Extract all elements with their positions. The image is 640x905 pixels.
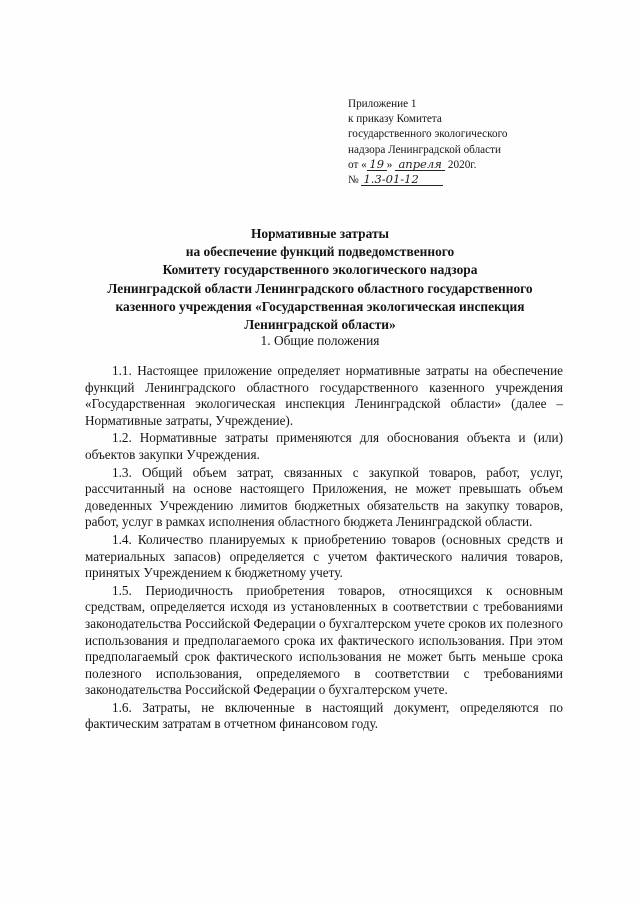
appendix-date-line — [348, 158, 578, 173]
appendix-line-1: Приложение 1 — [348, 98, 417, 110]
appendix-line-3: государственного экологического — [348, 128, 508, 141]
section-heading: 1. Общие положения — [260, 333, 380, 348]
paragraph-1-6: 1.6. Затраты, не включенные в настоящий документ, определяются по фактическим затратам в отчетном финансовом году. — [85, 699, 563, 732]
appendix-block — [348, 97, 578, 188]
paragraph-1-5: 1.5. Периодичность приобретения товаров, относящихся к основным средствам, определяется исходя из установленных в соответствии с требованиями законодательства Российской Федерации о бухгалтерском учете сроков их полезного использования и предполагаемого срока их фактического использования. При этом предполагаемый срок фактического использования не может быть меньше срока полезного использования, определяемого в соответствии с требованиями законодательства Российской Федерации о бухгалтерском учете. — [85, 582, 563, 698]
paragraph-1-3: 1.3. Общий объем затрат, связанных с закупкой товаров, работ, услуг, рассчитанный на основе настоящего Приложения, не может превышать объем доведенных Учреждению лимитов бюджетных обязательств на закупку товаров, работ, услуг в рамках исполнения областного бюджета Ленинградской области. — [85, 464, 563, 530]
number-prefix: № — [348, 174, 359, 187]
paragraph-1-4: 1.4. Количество планируемых к приобретению товаров (основных средств и материальных запасов) определяется с учетом фактического наличия товаров, принятых Учреждением к бюджетному учету. — [85, 531, 563, 581]
paragraph-1-1: 1.1. Настоящее приложение определяет нормативные затраты на обеспечение функций Ленинградского областного государственного казенного учреждения «Государственная экологическая инспекция Ленинградской области» (далее – Нормативные затраты, Учреждение). — [85, 363, 563, 428]
date-month: апреля — [395, 158, 445, 171]
title-line: на обеспечение функций подведомственного — [185, 244, 455, 260]
date-year: 2020г. — [447, 158, 477, 171]
date-day: 19 — [367, 158, 387, 171]
document-title — [60, 225, 580, 334]
date-prefix: от « — [348, 158, 367, 171]
appendix-line-4: надзора Ленинградской области — [348, 143, 501, 156]
document-body — [85, 363, 563, 734]
title-line: Ленинградской области Ленинградского областного государственного — [107, 280, 533, 296]
appendix-number-line — [348, 173, 578, 188]
appendix-line-2: к приказу Комитета — [348, 113, 442, 126]
title-line: Комитету государственного экологического надзора — [162, 262, 478, 278]
title-line: Ленинградской области» — [244, 317, 396, 333]
number-value: 1.3-01-12 — [361, 173, 443, 186]
title-line: Нормативные затраты — [250, 226, 390, 241]
paragraph-1-2: 1.2. Нормативные затраты применяются для обоснования объекта и (или) объектов закупки Учреждения. — [85, 430, 563, 462]
title-line: казенного учреждения «Государственная экологическая инспекция — [115, 298, 525, 314]
date-mid: » — [386, 158, 393, 171]
